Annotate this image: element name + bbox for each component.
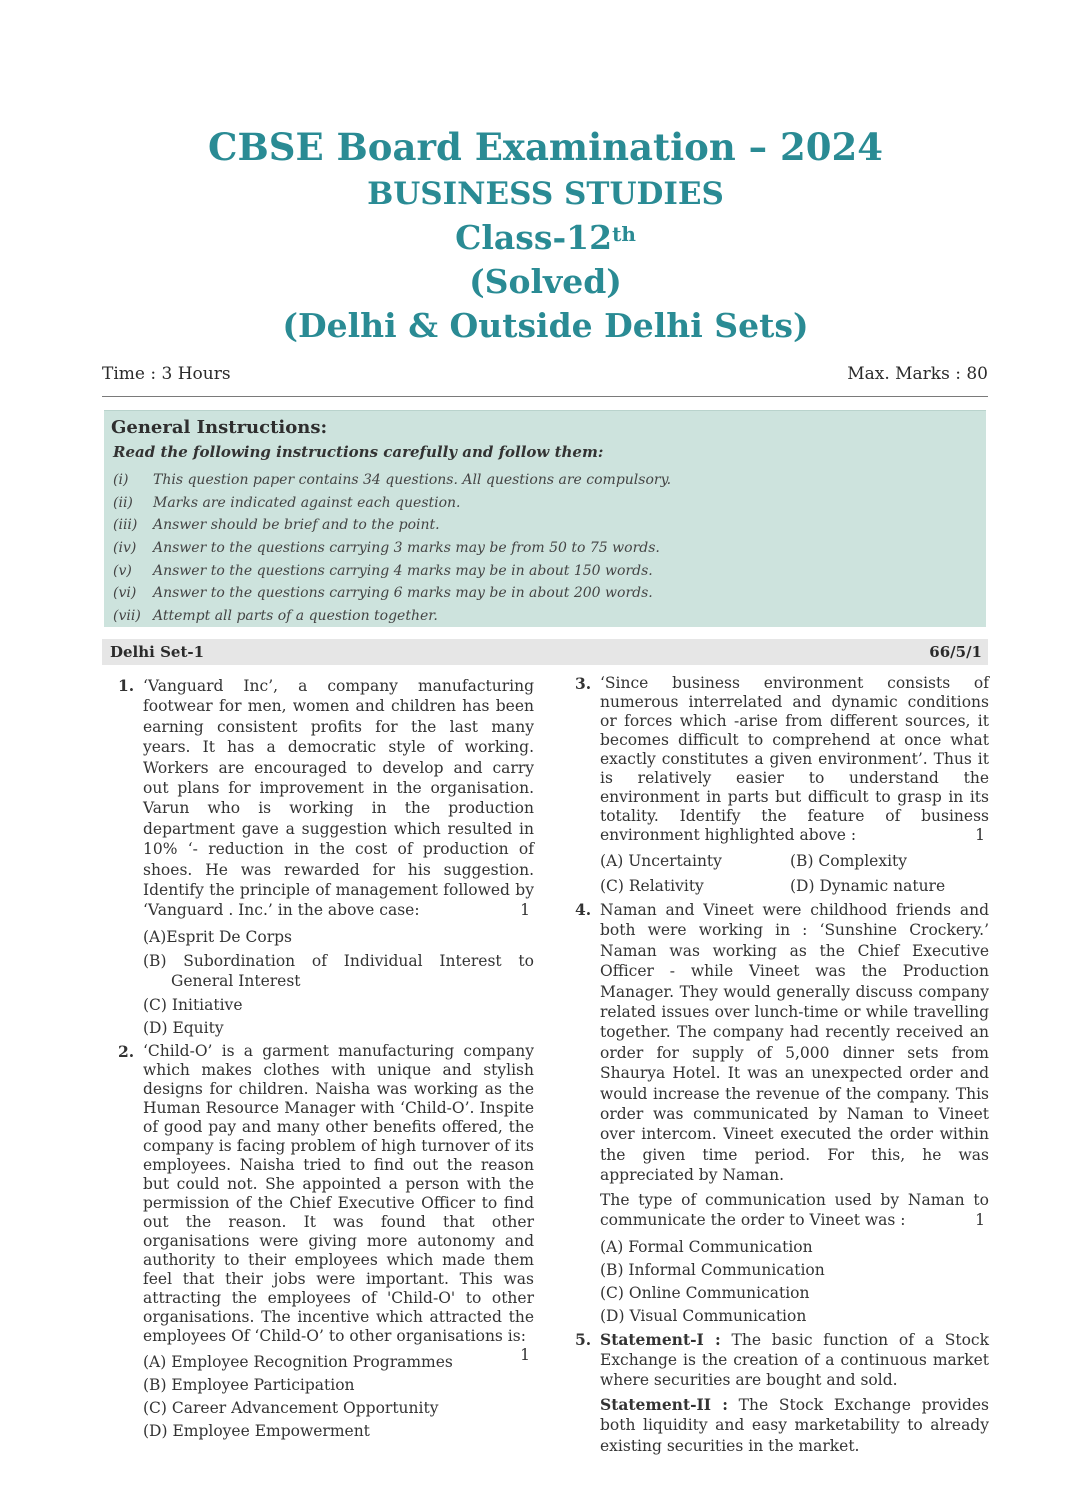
max-marks-label: Max. Marks : 80 (847, 364, 988, 384)
option-d: (D) Equity (143, 1018, 224, 1037)
subject-title: BUSINESS STUDIES (367, 176, 724, 212)
option-d: (D) Dynamic nature (790, 877, 946, 895)
class-label: Class-12 (455, 218, 613, 257)
instructions-title: General Instructions: (111, 417, 328, 438)
option-b: (B) Informal Communication (600, 1260, 825, 1279)
option-c: (C) Initiative (143, 995, 243, 1014)
instruction-item (113, 469, 671, 492)
instruction-text: Answer to the questions carrying 6 marks may be in about 200 words. (153, 585, 653, 602)
set-code: 66/5/1 (929, 643, 982, 661)
option-b: (B) Subordination of Individual Interest to General Interest (143, 951, 534, 991)
question-number: 1. (118, 676, 135, 695)
instruction-text: Marks are indicated against each question. (153, 494, 461, 511)
sets-label: (Delhi & Outside Delhi Sets) (282, 306, 809, 345)
question-3 (575, 674, 989, 898)
question-mark: 1 (520, 901, 530, 920)
question-body: The type of communication used by Naman to communicate the order to Vineet was : (600, 1190, 989, 1230)
right-column (575, 674, 989, 1456)
question-body: ‘Vanguard Inc’, a company manufacturing footwear for men, women and children has been earning consistent profits for the last many years. It has a democratic style of working. Workers are encouraged to develop and carry out plans for improvement in the organisation. Varun who is working in the production department gave a suggestion which resulted in 10% ‘- reduction in the cost of production of shoes. He was rewarded for his suggestion. Identify the principle of management followed by ‘Vanguard . Inc.’ in the above case: (143, 677, 534, 920)
instruction-number: (vi) (113, 585, 137, 602)
option-c: (C) Online Communication (600, 1283, 810, 1302)
statement-2-label: Statement-II : (600, 1394, 728, 1414)
set-name: Delhi Set-1 (110, 643, 205, 661)
question-number: 2. (118, 1041, 135, 1061)
meta-row (102, 364, 988, 390)
instruction-item (113, 514, 671, 537)
options (143, 926, 534, 1040)
divider (102, 396, 988, 397)
option-c: (C) Career Advancement Opportunity (143, 1398, 439, 1417)
question-text (600, 674, 989, 845)
option-c: (C) Relativity (600, 877, 704, 895)
question-5 (575, 1330, 989, 1456)
option-d: (D) Visual Communication (600, 1306, 807, 1325)
instruction-item (113, 582, 671, 605)
question-text-2 (600, 1190, 989, 1231)
option-a: (A)Esprit De Corps (143, 927, 293, 946)
instruction-text: Attempt all parts of a question together. (153, 608, 438, 625)
set-bar (102, 639, 988, 665)
option-b: (B) Complexity (790, 852, 908, 870)
statement-2-text: The Stock Exchange provides both liquidity and easy marketability to already existing securities in the market. (600, 1395, 989, 1455)
question-text: Naman and Vineet were childhood friends and both were working in : ‘Sunshine Crockery.’ Naman was working as the Chief Executive Officer - while Vineet was the Production Manager. They would generally discuss company related issues over lunch-time or while travelling together. The company had recently received an order for supply of 5,000 dinner sets from Shaurya Hotel. It was an unexpected order and would increase the revenue of the company. This order was communicated by Naman to Vineet over intercom. Vineet executed the order within the given time period. For this, he was appreciated by Naman. (600, 901, 989, 1185)
question-body: ‘Child-O’ is a garment manufacturing company which makes clothes with unique and stylish designs for children. Naisha was working as the Human Resource Manager with ‘Child-O’. Inspite of good pay and many other benefits offered, the company is facing problem of high turnover of its employees. Naisha tried to find out the reason but could not. She appointed a person with the permission of the Chief Executive Officer to find out the reason. It was found that other organisations were giving more autonomy and authority to their employees which made them feel that their jobs were important. This was attracting the employees of 'Child-O' to other organisations. The incentive which attracted the employees Of ‘Child-O’ to other organisations is: (143, 1041, 534, 1345)
question-number: 4. (575, 900, 592, 919)
exam-title: CBSE Board Examination – 2024 (208, 125, 883, 169)
class-superscript: th (612, 222, 636, 246)
instruction-number: (i) (113, 472, 129, 488)
question-1 (118, 676, 534, 1040)
option-a: (A) Formal Communication (600, 1237, 813, 1256)
question-number: 3. (575, 674, 592, 693)
solved-label: (Solved) (469, 262, 622, 301)
question-mark: 1 (975, 826, 985, 844)
instruction-text: This question paper contains 34 questions. All questions are compulsory. (153, 472, 672, 488)
title-block (0, 122, 1091, 348)
option-a: (A) Uncertainty (600, 852, 722, 870)
options (600, 1236, 989, 1328)
option-a: (A) Employee Recognition Programmes (143, 1352, 453, 1371)
instruction-item (113, 560, 671, 583)
options (600, 850, 989, 898)
instruction-item (113, 605, 671, 628)
instructions-subtitle: Read the following instructions carefully and follow them: (113, 443, 604, 461)
instruction-number: (ii) (113, 494, 133, 511)
options (143, 1351, 534, 1443)
instruction-number: (vii) (113, 608, 141, 625)
instruction-text: Answer should be brief and to the point. (153, 517, 440, 534)
statement-1 (600, 1330, 989, 1391)
question-number: 5. (575, 1329, 592, 1349)
statement-2 (600, 1395, 989, 1456)
class-title (0, 216, 1091, 260)
question-mark: 1 (520, 1345, 530, 1364)
general-instructions-box (104, 410, 986, 627)
instruction-item (113, 537, 671, 560)
option-b: (B) Employee Participation (143, 1375, 355, 1394)
instruction-text: Answer to the questions carrying 4 marks may be in about 150 words. (153, 562, 653, 579)
question-2 (118, 1042, 534, 1443)
statement-1-text: The basic function of a Stock Exchange is the creation of a continuous market where securities are bought and sold. (600, 1330, 989, 1390)
question-body: ‘Since business environment consists of numerous interrelated and dynamic conditions or forces which -arise from different sources, it becomes difficult to comprehend at once what exactly constitutes a given environment’. Thus it is relatively easier to understand the environment in parts but difficult to grasp in its totality. Identify the feature of business environment highlighted above : (600, 674, 989, 844)
question-mark: 1 (975, 1211, 985, 1230)
option-d: (D) Employee Empowerment (143, 1421, 370, 1440)
instruction-text: Answer to the questions carrying 3 marks may be from 50 to 75 words. (153, 540, 660, 557)
instruction-item (113, 492, 671, 515)
question-text (143, 676, 534, 921)
time-label: Time : 3 Hours (102, 364, 231, 384)
left-column (118, 676, 534, 1443)
instruction-number: (iv) (113, 540, 137, 557)
instruction-number: (v) (113, 562, 132, 579)
question-4 (575, 900, 989, 1328)
statement-1-label: Statement-I : (600, 1329, 721, 1349)
instruction-number: (iii) (113, 517, 138, 534)
instructions-list (113, 469, 671, 628)
